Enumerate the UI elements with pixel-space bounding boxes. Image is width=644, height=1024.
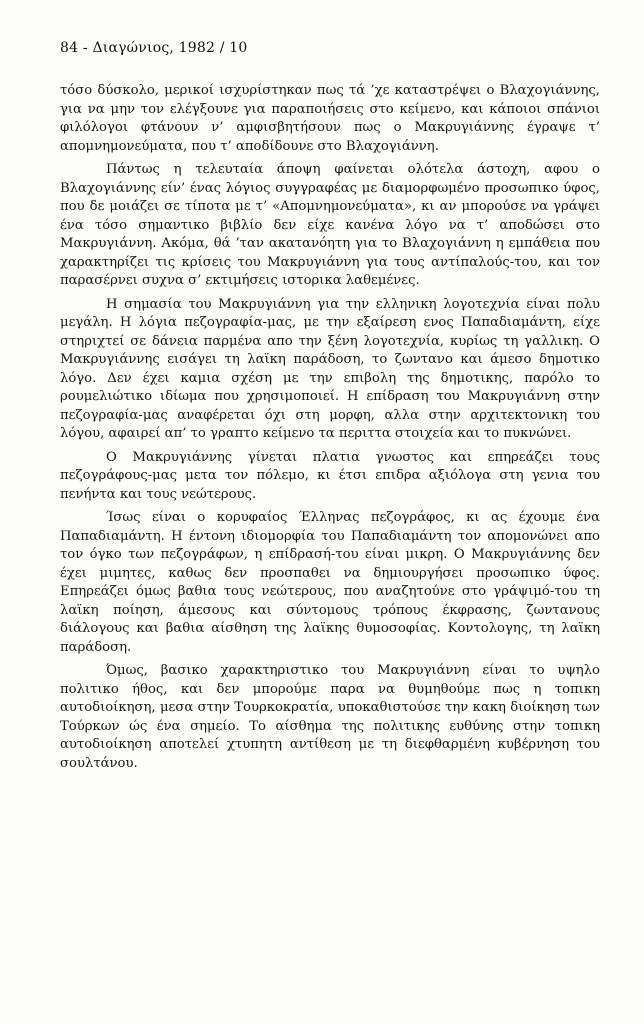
- journal-issue: Διαγώνιος, 1982 / 10: [92, 40, 248, 56]
- article-body: [60, 82, 600, 778]
- paragraph-3: Η σημασία του Μακρυγιάννη για την ελληνικη λογοτεχνία είναι πολυ μεγάλη. Η λόγια πεζογραφία-μας, με την εξαίρεση ενος Παπαδιαμάντη, είχε στηριχτεί σε δάνεια παρμένα απο την ξένη λογοτεχνία, κυρίως τη γαλλικη. Ο Μακρυγιάννης εισάγει τη λαϊκη παράδοση, το ζωντανο και άμεσο δημοτικο λόγο. Δεν έχει καμια σχέση με την επιβολη της δημοτικης, παρόλο το ρουμελιώτικο ιδίωμα που χρησιμοποιεί. Η επίδραση του Μακρυγιάννη στην πεζογραφία-μας αναφέρεται όχι στη μορφη, αλλα στην αρχιτεκτονικη του λόγου, αφαιρεί απ’ το γραπτο κείμενο τα περιττα στοιχεία και το πυκνώνει.: [60, 296, 600, 441]
- paragraph-4: Ο Μακρυγιάννης γίνεται πλατια γνωστος και επηρεάζει τους πεζογράφους-μας μετα τον πόλεμο, κι έτσι επιδρα αξιόλογα στη γενια του πενήντα και τους νεώτερους.: [60, 449, 600, 502]
- page-number: 84: [60, 40, 79, 56]
- paragraph-2: Πάντως η τελευταία άποψη φαίνεται ολότελα άστοχη, αφου ο Βλαχογιάννης είν’ ένας λόγιος συγγραφέας με διαμορφωμένο προσωπικο ύφος, που δε μοιάζει σε τίποτα με τ’ «Απομνημονεύματα», κι αν μπορούσε να γράψει ένα τόσο σημαντικο βιβλίο δεν είχε κανένα λόγο να τ’ αποδώσει στο Μακρυγιάννη. Ακόμα, θά ’ταν ακατανόητη για το Βλαχογιάννη η εμπάθεια που χαρακτηρίζει τις κρίσεις του Μακρυγιάννη για τους αντίπαλούς-του, και τον παρασέρνει συχνα σ’ εκτιμήσεις ιστορικα λαθεμένες.: [60, 162, 600, 288]
- paragraph-5: Ίσως είναι ο κορυφαίος Έλληνας πεζογράφος, κι ας έχουμε ένα Παπαδιαμάντη. Η έντονη ιδιομορφία του Παπαδιαμάντη τον απομονώνει απο τον όγκο των πεζογράφων, η επίδρασή-του είναι μικρη. Ο Μακρυγιάννης δεν έχει μιμητες, καθως δεν προσπαθει να δημιουργήσει προσωπικο ύφος. Επηρεάζει όμως βαθια τους νεώτερους, που αναζητούνε στο γράψιμό-του τη λαϊκη ποίηση, άμεσους και σύντομους τρόπους έκφρασης, ζωντανους διάλογους και βαθια αίσθηση της λαϊκης θυμοσοφίας. Κοντολογης, τη λαϊκη παράδοση.: [60, 510, 600, 655]
- paragraph-6: Όμως, βασικο χαρακτηριστικο του Μακρυγιάννη είναι το υψηλο πολιτικο ήθος, και δεν μπορούμε παρα να θυμηθούμε πως η τοπικη αυτοδιοίκηση, μεσα στην Τουρκοκρατία, υποκαθιστούσε την κακη διοίκηση των Τούρκων ώς ένα σημείο. Το αίσθημα της πολιτικης ευθύνης στην τοπικη αυτοδιοίκηση αποτελεί χτυπητη αντίθεση με τη διεφθαρμένη κυβέρνηση του σουλτάνου.: [60, 663, 600, 771]
- page-header: [60, 40, 248, 56]
- header-separator: -: [78, 40, 93, 56]
- paragraph-1: τόσο δύσκολο, μερικοί ισχυρίστηκαν πως τά ’χε καταστρέψει ο Βλαχογιάννης, για να μην τον ελέγξουνε για παραποιήσεις στο κείμενο, και κάποιοι σπάνιοι φιλόλογοι φτάνουν ν’ αμφισβητήσουν πως ο Μακρυγιάννης έγραψε τ’ απομνημονεύματα, που τ’ αποδίδουνε στο Βλαχογιάννη.: [60, 83, 600, 154]
